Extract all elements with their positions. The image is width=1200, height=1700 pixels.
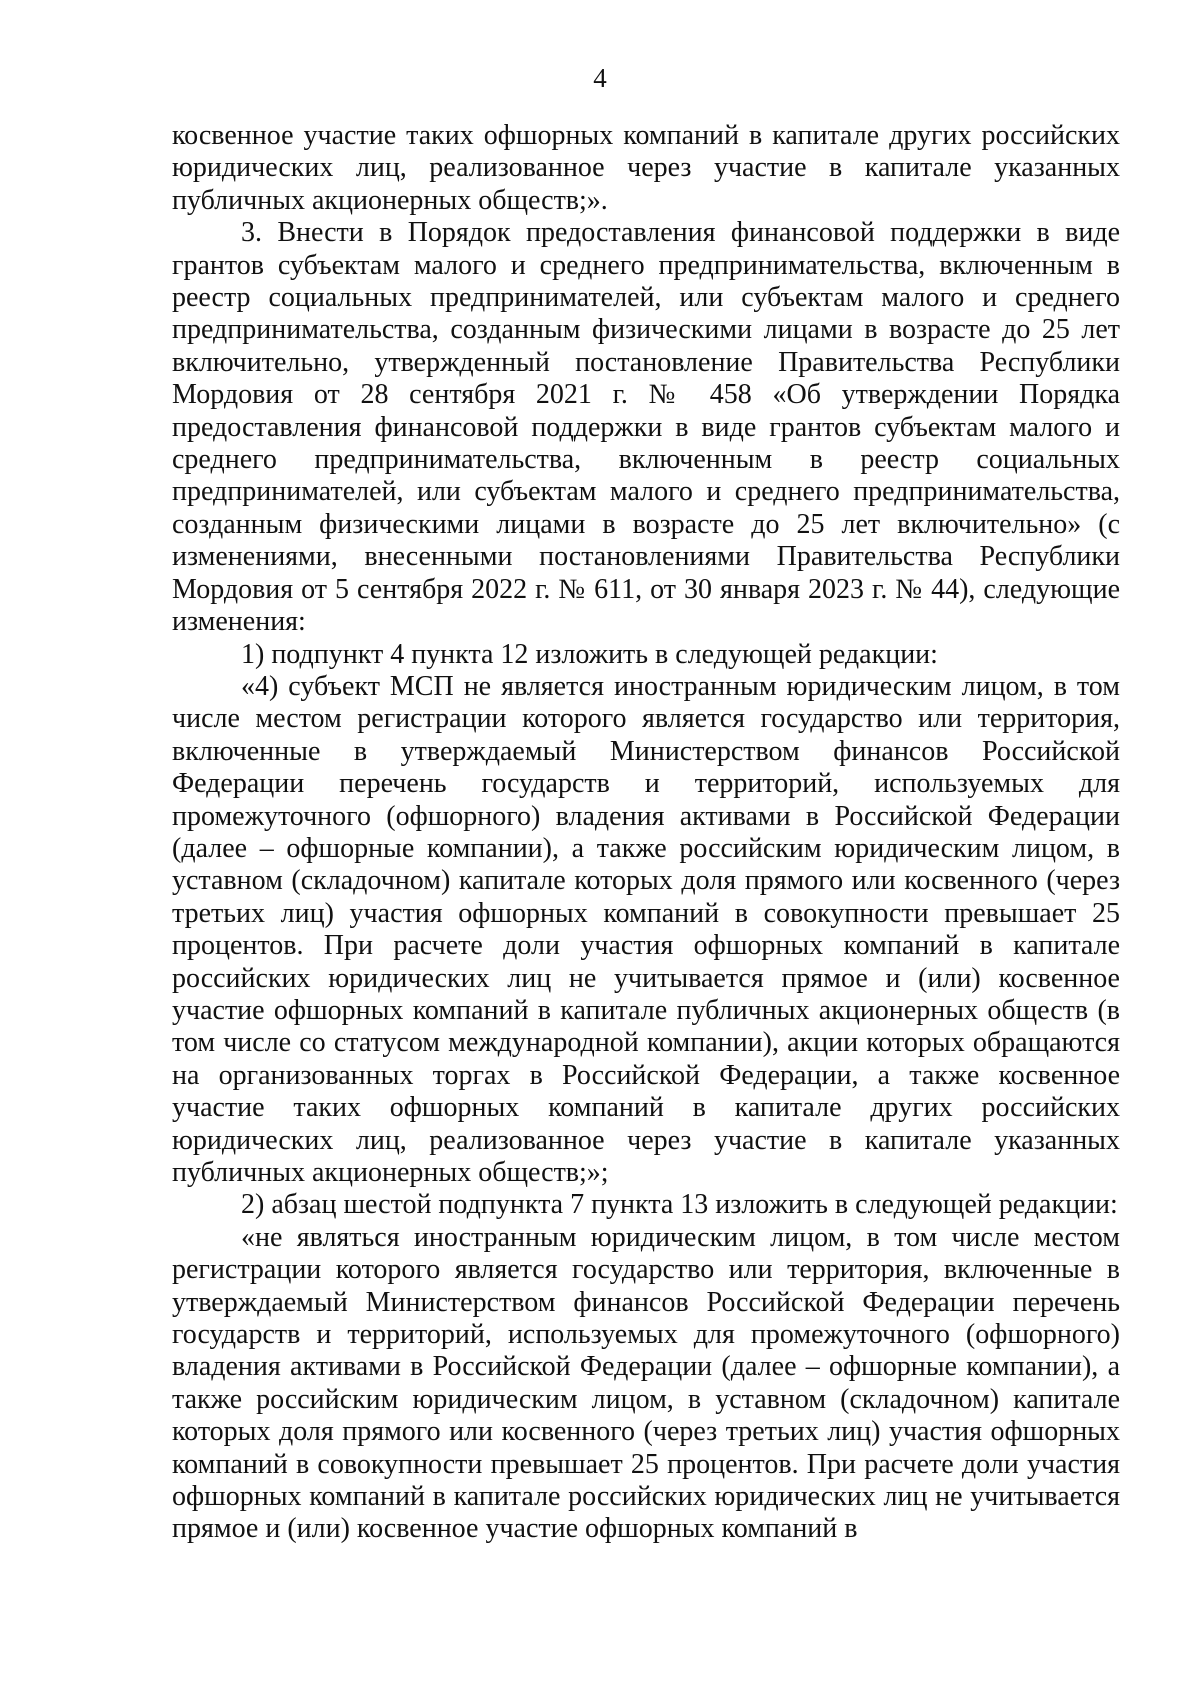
page-number: 4 [593,63,607,93]
paragraph-subitem-2: 2) абзац шестой подпункта 7 пункта 13 изложить в следующей редакции: [241,1189,1118,1221]
document-body [172,120,1120,1546]
paragraph-item-3: 3. Внести в Порядок предоставления финансовой поддержки в виде грантов субъектам малого и среднего предпринимательства, включенным в реестр социальных предпринимателей, или субъектам малого и среднего предпринимательства, созданным физическими лицами в возрасте до 25 лет включительно, утвержденный постановление Правительства Республики Мордовия от 28 сентября 2021 г. № 458 «Об утверждении Порядка предоставления финансовой поддержки в виде грантов субъектам малого и среднего предпринимательства, включенным в реестр социальных предпринимателей, или субъектам малого и среднего предпринимательства, созданным физическими лицами в возрасте до 25 лет включительно» (с изменениями, внесенными постановлениями Правительства Республики Мордовия от 5 сентября 2022 г. № 611, от 30 января 2023 г. № 44), следующие изменения: [172,217,1120,638]
paragraph-quoted-subitem-4: «4) субъект МСП не является иностранным юридическим лицом, в том числе местом регистрации которого является государство или территория, включенные в утверждаемый Министерством финансов Российской Федерации перечень государств и территорий, используемых для промежуточного (офшорного) владения активами в Российской Федерации (далее – офшорные компании), а также российским юридическим лицом, в уставном (складочном) капитале которых доля прямого или косвенного (через третьих лиц) участия офшорных компаний в совокупности превышает 25 процентов. При расчете доли участия офшорных компаний в капитале российских юридических лиц не учитывается прямое и (или) косвенное участие офшорных компаний в капитале публичных акционерных обществ (в том числе со статусом международной компании), акции которых обращаются на организованных торгах в Российской Федерации, а также косвенное участие таких офшорных компаний в капитале других российских юридических лиц, реализованное через участие в капитале указанных публичных акционерных обществ;»; [172,670,1120,1188]
paragraph-quoted-text: «не являться иностранным юридическим лицом, в том числе местом регистрации которого является государство или территория, включенные в утверждаемый Министерством финансов Российской Федерации перечень государств и территорий, используемых для промежуточного (офшорного) владения активами в Российской Федерации (далее – офшорные компании), а также российским юридическим лицом, в уставном (складочном) капитале которых доля прямого или косвенного (через третьих лиц) участия офшорных компаний в совокупности превышает 25 процентов. При расчете доли участия офшорных компаний в капитале российских юридических лиц не учитывается прямое и (или) косвенное участие офшорных компаний в [172,1221,1120,1545]
paragraph-continuation: косвенное участие таких офшорных компаний в капитале других российских юридических лиц, реализованное через участие в капитале указанных публичных акционерных обществ;». [172,120,1120,216]
paragraph-subitem-1: 1) подпункт 4 пункта 12 изложить в следующей редакции: [241,638,938,670]
